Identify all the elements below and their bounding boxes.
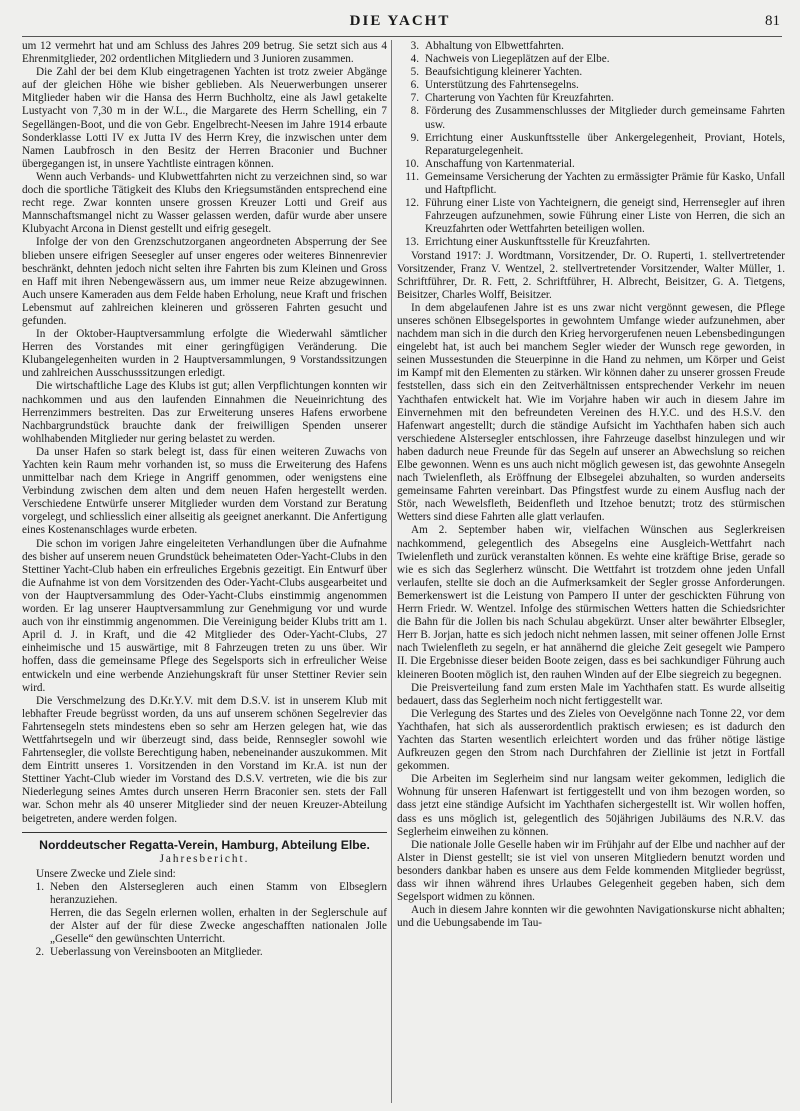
paragraph: Die Arbeiten im Seglerheim sind nur langsam weiter gekommen, lediglich die Wohnung für unseren Hafenwart ist fertiggestellt und von ihm bezogen worden, so dass jetzt eine ständige Aufsicht im Yachthafen sichergestellt ist. Wir wollen hoffen, dass es uns möglich ist, gelegentlich des 50jährigen Jubiläums des N.R.V. das Seglerheim einweihen zu können.: [397, 773, 785, 838]
aims-list: [22, 881, 387, 960]
list-intro: Unsere Zwecke und Ziele sind:: [36, 867, 176, 880]
list-item: 10. Anschaffung von Kartenmaterial.: [405, 157, 575, 170]
paragraph: Die Zahl der bei dem Klub eingetragenen Yachten ist trotz zweier Abgänge auf der gleichen Höhe wie bisher geblieben. Als Neuerwerbungen unserer Mitglieder haben wir die Hansa des Herrn Buchholtz, eine als Jawl getakelte Lustyacht von 7,30 m in der W.L., die Margarete des Herrn Schelling, ein 7 Segellängen-Boot, und die von Gebr. Engelbrecht-Neesen im Jahre 1914 erbaute Sonderklasse Lotti IV ex Jutta IV des Herrn Krey, die inzwischen unter dem Namen Laubfrosch in den Besitz der Herren Braconier und Buchner übergegangen ist, in unsere Yachtliste eintragen können.: [22, 66, 387, 170]
paragraph: In dem abgelaufenen Jahre ist es uns zwar nicht vergönnt gewesen, die Pflege unseres schönen Elbsegelsportes in gewohntem Umfange wieder aufzunehmen, aber nachdem man sich in die durch den Krieg hervorgerufenen neuen Lebensbedingungen eingelebt hat, ist auch bei manchem Segler wieder der Wunsch rege geworden, in seinen Mussestunden die Steuerpinne in die Hand zu nehmen, um Körper und Geist im Kampf mit den Elementen zu stärken. Wir können daher zu unserer grossen Freude feststellen, dass sich ein den Zeitverhältnissen entsprechender Verkehr im neuen Yachthafen entwickelt hat. Wie im Vorjahre haben wir auch in diesem Jahre im Einvernehmen mit den befreundeten Vereinen des H.Y.C. und des H.S.V. den Hafenwart angestellt; durch die ständige Aufsicht im Yachthafen haben sich auch verschiedene Alstersegler entschlossen, ihre Fahrzeuge daselbst hinzulegen und wir haben dadurch neue Freunde für das Segeln auf unserer an Abwechslung so reichen Elbe gewonnen. Wenn es uns auch nicht möglich gewesen ist, das gewohnte Ansegeln nach Twielenfleth, als Eröffnung der Elbsegelei abzuhalten, so wurden anderseits gemeinsame Fahrten vereinbart. Das Pfingstfest wurde zu einem Ausflug nach der Stör, nach Wewelsfleth, Beidenfleth und Itzehoe benutzt; trotz des stürmischen Wetters sind diese Fahrten alle glatt verlaufen.: [397, 301, 785, 524]
list-item: 1. Neben den Alstersegleren auch einen Stamm von Elbseglern heranzuziehen.: [35, 880, 387, 906]
section-separator: [22, 832, 387, 833]
paragraph: Die nationale Jolle Geselle haben wir im Frühjahr auf der Elbe und nachher auf der Alster in Dienst gestellt; sie ist viel von unseren Mitgliedern benutzt worden und besonders dankbar haben es unsere aus dem Felde kommenden Mitglieder begrüsst, dass wir ihnen während ihres Urlaubes Gelegenheit gegeben haben, sich dem Segelsport widmen zu können.: [397, 838, 785, 904]
list-item: 6. Unterstützung des Fahrtensegelns.: [410, 79, 579, 92]
aims-list-continued: [397, 40, 785, 250]
left-column: [22, 40, 387, 1103]
list-item: 12. Führung einer Liste von Yachteignern, die geneigt sind, Herrensegler auf ihren Fahrzeugen aufzunehmen, sowie Führung einer Liste von Herren, die sich an Kreuzfahrten oder Wettfahrten beteiligen wollen.: [405, 197, 785, 236]
paragraph: Die Preisverteilung fand zum ersten Male im Yachthafen statt. Es wurde allseitig bedauert, dass das Seglerheim noch nicht fertiggestellt war.: [397, 681, 785, 707]
paragraph: Da unser Hafen so stark belegt ist, dass für einen weiteren Zuwachs von Yachten kein Raum mehr vorhanden ist, so muss die Erweiterung des Hafens unmittelbar nach dem Kriege in Angriff genommen, oder wenigstens eine Verbindung zwischen dem alten und dem neuen Hafen hergestellt werden. Verschiedene Entwürfe unserer Mitglieder wurden dem Vorstand zur Beratung vorgelegt, und schliesslich einer allseitig als geeignet anerkannt. Die Anfertigung eines Kostenanschlages wurde erbeten.: [22, 445, 387, 537]
paragraph: um 12 vermehrt hat und am Schluss des Jahres 209 betrug. Sie setzt sich aus 4 Ehrenmitglieder, 202 ordentlichen Mitgliedern und 3 Junioren zusammen.: [22, 40, 387, 66]
list-item: 8. Förderung des Zusammenschlusses der Mitglieder durch gemeinsame Fahrten usw.: [410, 105, 785, 131]
paragraph: Infolge der von den Grenzschutzorganen angeordneten Absperrung der See blieben unsere eifrigen Seesegler auf unser engeres oder weiteres Binnenrevier beschränkt, dehnten jedoch nicht selten ihre Fahrten bis zum Kleinen und Gross en Haff mit ihren Nebengewässern aus, um immer neue Reize abzugewinnen. Auch unsere Kameraden aus dem Felde haben Erholung, neue Kraft und frischen Lebensmut auf zahlreichen kleineren und grösseren Fahrten gesucht und gefunden.: [22, 236, 387, 327]
list-item: 5. Beaufsichtigung kleinerer Yachten.: [410, 66, 583, 79]
paragraph: Die Verlegung des Startes und des Zieles von Oevelgönne nach Tonne 22, vor dem Yachthafen, hat sich als ausserordentlich praktisch erwiesen; es ist dadurch den Yachten das Starten wesentlich erleichtert worden und das früher nötige lästige Aufkreuzen gegen den Strom nach Durchfahren der Ziellinie ist jetzt in Fortfall gekommen.: [397, 707, 785, 773]
list-item: 4. Nachweis von Liegeplätzen auf der Elbe.: [410, 53, 610, 66]
list-item: 11. Gemeinsame Versicherung der Yachten zu ermässigter Prämie für Kasko, Unfall und Haftpflicht.: [405, 170, 785, 197]
list-item: 9. Errichtung einer Auskunftsstelle über Ankergelegenheit, Proviant, Hotels, Reparaturgelegenheit.: [410, 131, 785, 157]
list-item: 2. Ueberlassung von Vereinsbooten an Mitglieder.: [35, 946, 263, 959]
paragraph: Die wirtschaftliche Lage des Klubs ist gut; allen Verpflichtungen konnten wir nachkommen und aus den laufenden Einnahmen die Neueinrichtung des Herrenzimmers bestreiten. Das zur Erweiterung unseres Hafens erworbene Nachbargrundstück brauchte dank der freiwilligen Spenden unserer wohlhabenden Mitglieder nur gering belastet zu werden.: [22, 380, 387, 445]
paragraph: Die Verschmelzung des D.Kr.Y.V. mit dem D.S.V. ist in unserem Klub mit lebhafter Freude begrüsst worden, da uns auf unserem schönen Segelrevier das Fahrtensegeln stets mindestens eben so sehr am Herzen gelegen hat, wie das Wettfahrtsegeln und wir überzeugt sind, dass beide, Rennsegler sowohl wie Fahrtensegler, die vollste Berechtigung haben, nebeneinander auszukommen. Mit dem Eintritt unseres 1. Vorsitzenden in den Vorstand im Kr.A. ist nun der Stettiner Yacht-Club wieder im Vorstand des D.S.V. vertreten, wie die bis zur Niederlegung seines Amtes durch unseren Herrn Braconier sen. stets der Fall war. Schon mehr als 40 unserer Mitglieder sind der neuen Kreuzer-Abteilung beigetreten, andere werden folgen.: [22, 694, 387, 825]
page-number: 81: [765, 13, 780, 29]
list-item: 3. Abhaltung von Elbwettfahrten.: [410, 40, 564, 52]
list-item: 13. Errichtung einer Auskunftsstelle für Kreuzfahrten.: [405, 236, 651, 249]
column-divider: [391, 40, 392, 1103]
paragraph: Am 2. September haben wir, vielfachen Wünschen aus Seglerkreisen nachkommend, gelegentlich des Absegelns eine Ausgleich-Wettfahrt nach Twielenfleth und zurück veranstalten können. Es wehte eine kräftige Brise, gerade so wie es sich das Seglerherz wünscht. Die Wettfahrt ist trotzdem ohne jeden Unfall verlaufen, stellte sie doch an die Aufmerksamkeit der Segler grosse Anforderungen. Bemerkenswert ist die Leistung von Pampero II unter der geschickten Führung von Herrn Friedr. W. Wentzel. Infolge des stürmischen Wetters hatten die Schiedsrichter die Bahn für die Jollen bis nach Schulau abgekürzt. Unser alter bewährter Elbsegler, Herr B. Jorjan, hatte es sich jedoch nicht nehmen lassen, mit seiner offenen Jolle Ernst nach Twielenfleth zu segeln, er hat annähernd die gleiche Zeit gesegelt wie Pampero II. Die Ergebnisse dieser beiden Boote zeigen, dass es bei sachkundiger Führung auch kleineren Booten möglich ist, den rauhen Winden auf der Elbe siegreich zu begegnen.: [397, 524, 785, 681]
paragraph: Vorstand 1917: J. Wordtmann, Vorsitzender, Dr. O. Ruperti, 1. stellvertretender Vorsitzender, Franz V. Wentzel, 2. stellvertretender Vorsitzender, Walter Müller, 1. Schriftführer, Dr. R. Fett, 2. Schriftführer, H. Albrecht, Beisitzer, G. A. Tietgens, Beisitzer, Charles Wolff, Beisitzer.: [397, 249, 785, 301]
paragraph: In der Oktober-Hauptversammlung erfolgte die Wiederwahl sämtlicher Herren des Vorstandes mit einer geringfügigen Veränderung. Die Klubangelegenheiten wurden in 2 Hauptversammlungen, 9 Vorstandssitzungen und zahlreichen Ausschusssitzungen erledigt.: [22, 328, 387, 380]
paragraph: Wenn auch Verbands- und Klubwettfahrten nicht zu verzeichnen sind, so war doch die sportliche Tätigkeit des Klubs den Kriegsumständen entsprechend eine recht rege. Zwar konnten unsere grossen Kreuzer Lotti und Greif aus Mannschaftsmangel nicht zu Wasser gelassen werden, dafür wurde aber unsere Klubyacht Arcona in Dienst gestellt und eifrig gesegelt.: [22, 170, 387, 236]
section-title: Norddeutscher Regatta-Verein, Hamburg, Abteilung Elbe.: [39, 837, 370, 852]
list-item: Herren, die das Segeln erlernen wollen, erhalten in der Seglerschule auf der Alster auf der für diese Zwecke angeschafften nationalen Jolle „Geselle“ den gewünschten Unterricht.: [50, 906, 387, 946]
paragraph: Die schon im vorigen Jahre eingeleiteten Verhandlungen über die Aufnahme des bisher auf unserem neuen Grundstück beheimateten Oder-Yacht-Clubs in den Stettiner Yacht-Club haben ein erfreuliches Ergebnis gezeitigt. Ein Entwurf über die Aufnahme ist von dem Vorsitzenden des Oder-Yacht-Clubs ausgearbeitet und von der Hauptversammlung des Oder-Yacht-Clubs einstimmig angenommen worden. Er lag unserer Hauptversammlung zur Genehmigung vor und wurde auch von ihr einstimmig angenommen. Die Vereinigung beider Klubs tritt am 1. April d. J. in Kraft, und die 42 Mitglieder des Oder-Yacht-Clubs, 27 einheimische und 15 auswärtige, mit 8 Fahrzeugen treten zu uns über. Wir hoffen, dass die gemeinsame Pflege des Segelsports sich in erfreulicher Weise entwickeln und eine werbende Anziehungskraft für unser Stettiner Revier sein wird.: [22, 537, 387, 694]
right-column: [397, 40, 785, 1103]
header-rule: [22, 36, 782, 37]
section-subtitle: Jahresbericht.: [159, 852, 250, 865]
journal-title: DIE YACHT: [349, 13, 451, 29]
paragraph: Auch in diesem Jahre konnten wir die gewohnten Navigationskurse nicht abhalten; und die Uebungsabende im Tau-: [397, 904, 785, 930]
list-item: 7. Charterung von Yachten für Kreuzfahrten.: [410, 92, 614, 105]
page-header: [0, 0, 800, 36]
